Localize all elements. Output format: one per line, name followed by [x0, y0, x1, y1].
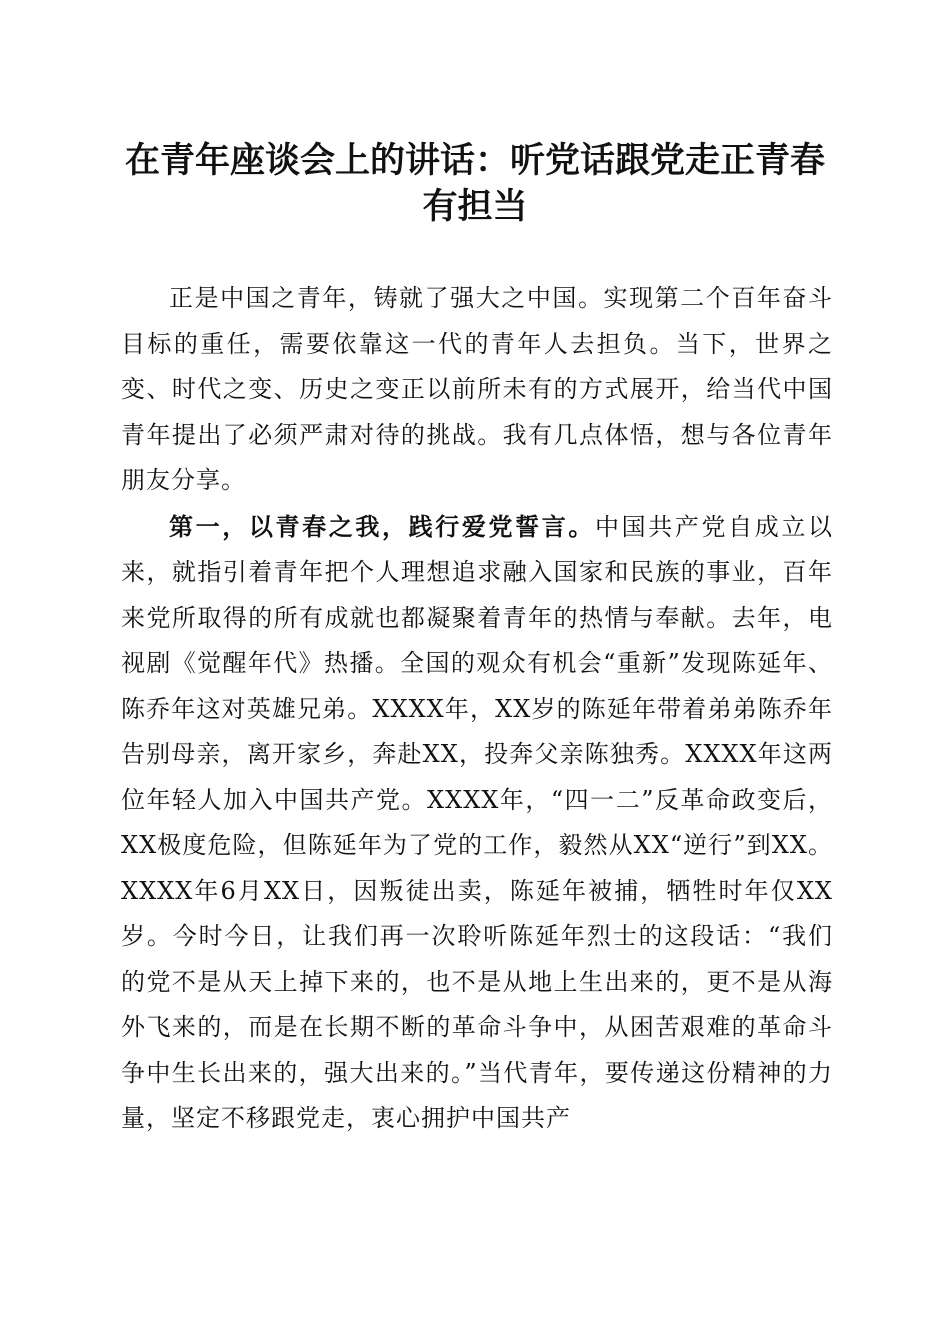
- paragraph-lead: 第一，以青春之我，践行爱党誓言。: [169, 511, 595, 541]
- document-body: [121, 275, 833, 1142]
- paragraph-point-one: [121, 504, 833, 1142]
- paragraph-intro: [121, 275, 833, 504]
- document-title: 在青年座谈会上的讲话：听党话跟党走正青春有担当: [124, 140, 825, 227]
- paragraph-text: 正是中国之青年，铸就了强大之中国。实现第二个百年奋斗目标的重任，需要依靠这一代的青年人去担负。当下，世界之变、时代之变、历史之变正以前所未有的方式展开，给当代中国青年提出了必须严肃对待的挑战。我有几点体悟，想与各位青年朋友分享。: [121, 284, 833, 494]
- paragraph-text: 中国共产党自成立以来，就指引着青年把个人理想追求融入国家和民族的事业，百年来党所取得的所有成就也都凝聚着青年的热情与奉献。去年，电视剧《觉醒年代》热播。全国的观众有机会“重新”发现陈延年、陈乔年这对英雄兄弟。XXXX年，XX岁的陈延年带着弟弟陈乔年告别母亲，离开家乡，奔赴XX，投奔父亲陈独秀。XXXX年这两位年轻人加入中国共产党。XXXX年，“四一二”反革命政变后，XX极度危险，但陈延年为了党的工作，毅然从XX“逆行”到XX。XXXX年6月XX日，因叛徒出卖，陈延年被捕，牺牲时年仅XX岁。今时今日，让我们再一次聆听陈延年烈士的这段话：“我们的党不是从天上掉下来的，也不是从地上生出来的，更不是从海外飞来的，而是在长期不断的革命斗争中，从困苦艰难的革命斗争中生长出来的，强大出来的。”当代青年，要传递这份精神的力量，坚定不移跟党走，衷心拥护中国共产: [121, 512, 833, 1132]
